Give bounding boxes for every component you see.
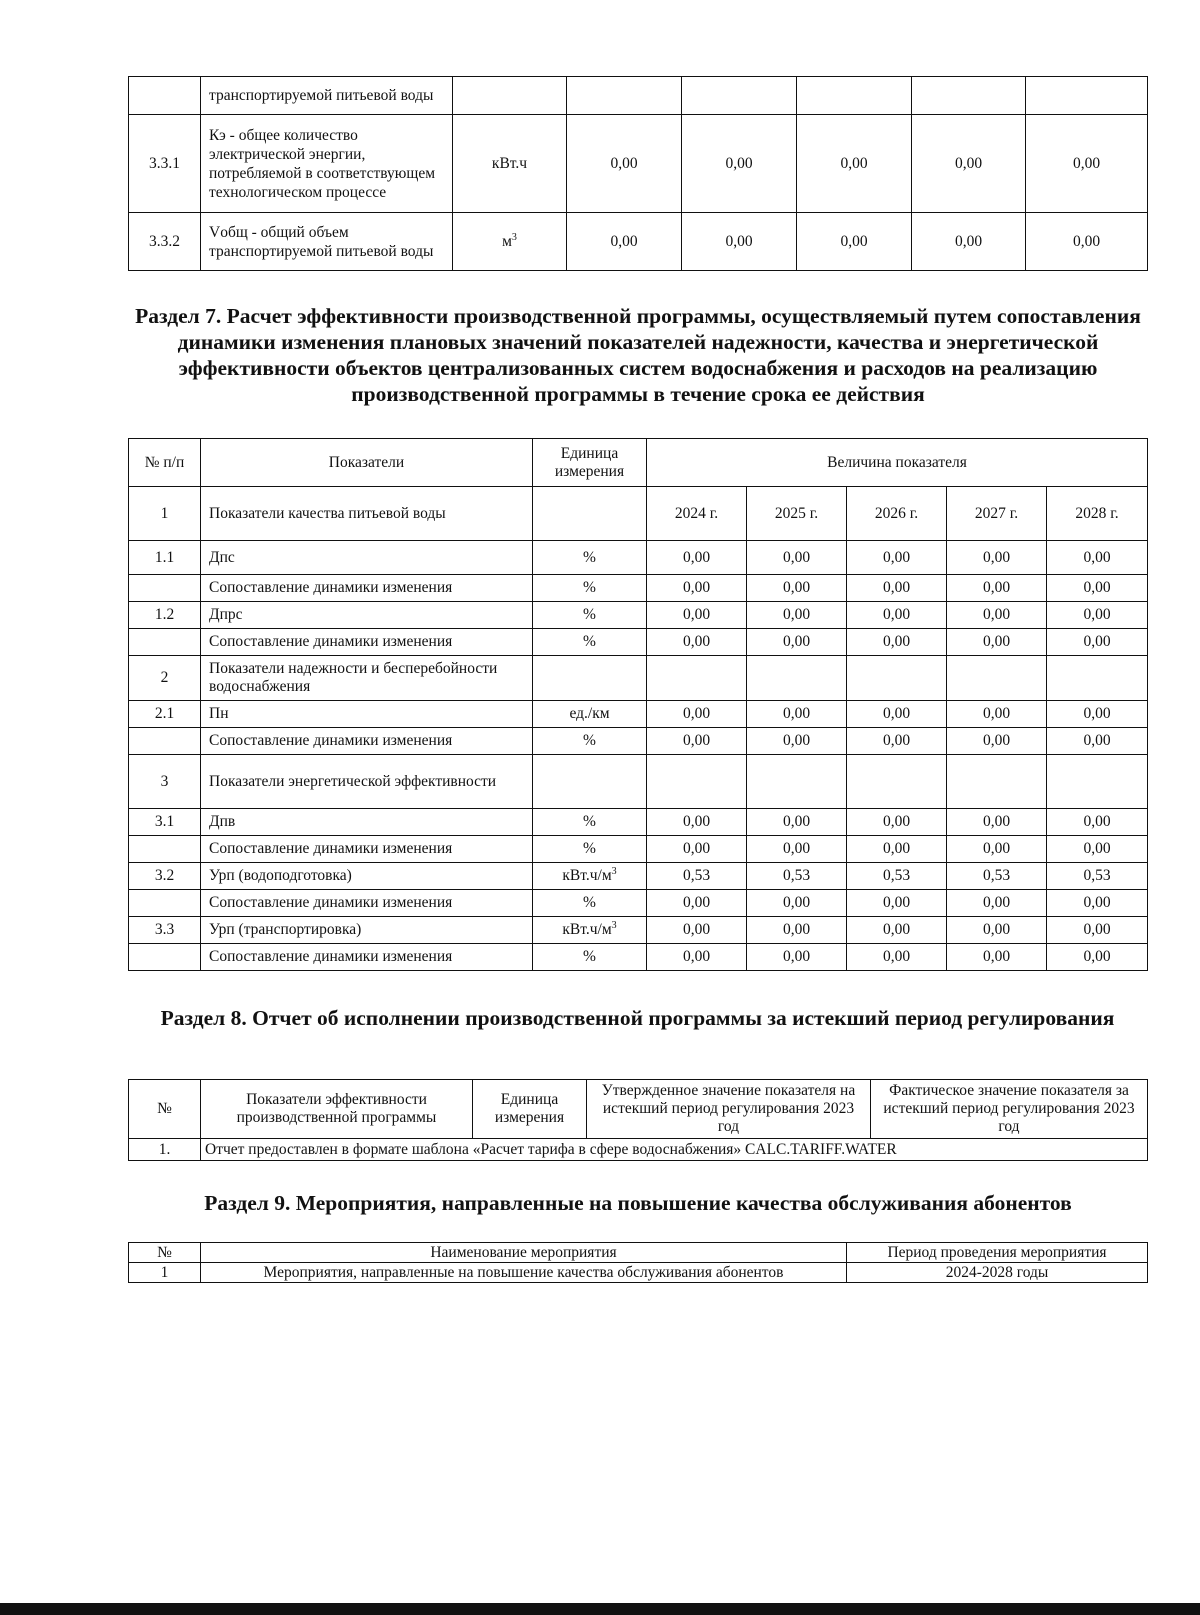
row-value: 0,00 <box>647 701 747 728</box>
row-name: Сопоставление динамики изменения <box>201 944 533 971</box>
table-row <box>129 656 1148 701</box>
row-value: 0,00 <box>1047 575 1148 602</box>
s8-header-num: № <box>129 1080 201 1139</box>
s8-header-unit: Единица измерения <box>473 1080 587 1139</box>
row-num <box>129 575 201 602</box>
row-value: 0,00 <box>1047 809 1148 836</box>
row-value: 0,00 <box>797 115 912 213</box>
row-value: 0,00 <box>847 917 947 944</box>
row-num <box>129 77 201 115</box>
row-value: 0,53 <box>747 863 847 890</box>
row-num: 2.1 <box>129 701 201 728</box>
row-value: 0,00 <box>847 701 947 728</box>
row-name: Показатели качества питьевой воды <box>201 487 533 541</box>
s8-header-name: Показатели эффективности производственной программы <box>201 1080 473 1139</box>
table-row <box>129 944 1148 971</box>
row-value: 0,00 <box>847 890 947 917</box>
row-num: 2 <box>129 656 201 701</box>
row-value: 0,00 <box>682 213 797 271</box>
row-value: 0,00 <box>1047 728 1148 755</box>
row-value: 0,00 <box>747 575 847 602</box>
row-name: Дпв <box>201 809 533 836</box>
row-value <box>567 77 682 115</box>
row-value: 0,00 <box>947 701 1047 728</box>
row-value <box>1047 656 1148 701</box>
row-name: Vобщ - общий объем транспортируемой питьевой воды <box>201 213 453 271</box>
row-value: 0,00 <box>747 629 847 656</box>
row-name: Сопоставление динамики изменения <box>201 836 533 863</box>
table-row <box>129 809 1148 836</box>
row-unit <box>533 575 647 602</box>
row-name: Дпрс <box>201 602 533 629</box>
table-row <box>129 890 1148 917</box>
section9-table <box>128 1242 1148 1283</box>
row-value: 0,00 <box>647 728 747 755</box>
year-header: 2027 г. <box>947 487 1047 541</box>
row-value: 0,53 <box>1047 863 1148 890</box>
row-value: 0,00 <box>567 115 682 213</box>
year-header: 2024 г. <box>647 487 747 541</box>
table-row <box>129 1139 1148 1161</box>
row-value: 0,00 <box>1047 917 1148 944</box>
row-value: 0,00 <box>947 541 1047 575</box>
row-num <box>129 728 201 755</box>
row-num: 3.2 <box>129 863 201 890</box>
table-row <box>129 629 1148 656</box>
row-value <box>947 755 1047 809</box>
s9-header-num: № <box>129 1243 201 1263</box>
row-value: 0,00 <box>747 809 847 836</box>
row-value: 0,53 <box>647 863 747 890</box>
row-value: 0,00 <box>947 629 1047 656</box>
section8-table <box>128 1079 1148 1161</box>
row-value: 0,00 <box>1047 890 1148 917</box>
section8-title: Раздел 8. Отчет об исполнении производственной программы за истекший период регулирования <box>160 1006 1115 1030</box>
row-num <box>129 890 201 917</box>
row-value: 0,00 <box>847 809 947 836</box>
s9-header-name: Наименование мероприятия <box>201 1243 847 1263</box>
unit-superscript: 3 <box>611 865 617 877</box>
s8-row-text: Отчет предоставлен в формате шаблона «Расчет тарифа в сфере водоснабжения» CALC.TARIFF.WATER <box>201 1139 1148 1161</box>
unit-text: % <box>583 606 596 623</box>
table-row <box>129 77 1148 115</box>
unit-text: кВт.ч/м <box>562 867 612 884</box>
row-value: 0,00 <box>682 115 797 213</box>
table-row <box>129 917 1148 944</box>
row-value: 0,53 <box>847 863 947 890</box>
s9-header-period: Период проведения мероприятия <box>847 1243 1148 1263</box>
s9-row-period: 2024-2028 годы <box>847 1263 1148 1283</box>
row-value: 0,00 <box>1047 602 1148 629</box>
row-num <box>129 836 201 863</box>
year-header: 2028 г. <box>1047 487 1148 541</box>
table-row <box>129 755 1148 809</box>
row-value <box>1026 77 1148 115</box>
row-value: 0,00 <box>747 917 847 944</box>
years-row <box>129 487 1148 541</box>
row-value: 0,00 <box>1026 115 1148 213</box>
row-value: 0,00 <box>1047 541 1148 575</box>
row-value: 0,00 <box>1047 836 1148 863</box>
row-value: 0,00 <box>947 836 1047 863</box>
row-value: 0,00 <box>647 602 747 629</box>
unit-text: % <box>583 633 596 650</box>
section9-header-row <box>129 1243 1148 1263</box>
row-num: 1.2 <box>129 602 201 629</box>
row-num: 3.3.1 <box>129 115 201 213</box>
row-value: 0,00 <box>1026 213 1148 271</box>
header-unit: Единица измерения <box>533 439 647 487</box>
row-value <box>1047 755 1148 809</box>
row-unit <box>533 602 647 629</box>
row-value: 0,00 <box>747 602 847 629</box>
row-value <box>947 656 1047 701</box>
row-name: Показатели надежности и бесперебойности водоснабжения <box>201 656 533 701</box>
year-header: 2025 г. <box>747 487 847 541</box>
row-name: Дпс <box>201 541 533 575</box>
s8-row-num: 1. <box>129 1139 201 1161</box>
unit-text: ед./км <box>569 705 610 722</box>
row-unit <box>453 115 567 213</box>
unit-superscript: 3 <box>611 919 617 931</box>
row-value <box>747 755 847 809</box>
unit-text: % <box>583 813 596 830</box>
row-value: 0,00 <box>1047 944 1148 971</box>
row-unit <box>533 917 647 944</box>
row-value: 0,00 <box>647 809 747 836</box>
row-unit <box>453 77 567 115</box>
unit-text: кВт.ч <box>491 155 528 172</box>
row-unit <box>453 213 567 271</box>
s8-header-approved: Утвержденное значение показателя на истекший период регулирования 2023 год <box>587 1080 871 1139</box>
row-name: Пн <box>201 701 533 728</box>
section8-header-row <box>129 1080 1148 1139</box>
row-value <box>647 656 747 701</box>
row-unit <box>533 701 647 728</box>
header-name: Показатели <box>201 439 533 487</box>
row-value: 0,00 <box>947 944 1047 971</box>
row-unit <box>533 487 647 541</box>
table-row <box>129 575 1148 602</box>
row-value: 0,00 <box>647 917 747 944</box>
row-unit <box>533 755 647 809</box>
row-value: 0,00 <box>797 213 912 271</box>
row-value: 0,00 <box>912 115 1026 213</box>
unit-text: % <box>583 579 596 596</box>
row-value: 0,00 <box>1047 629 1148 656</box>
section9-title: Раздел 9. Мероприятия, направленные на повышение качества обслуживания абонентов <box>204 1191 1072 1215</box>
row-name: Сопоставление динамики изменения <box>201 629 533 656</box>
row-value <box>682 77 797 115</box>
row-value: 0,00 <box>947 890 1047 917</box>
row-value: 0,00 <box>947 728 1047 755</box>
table-row <box>129 115 1148 213</box>
row-unit <box>533 863 647 890</box>
row-unit <box>533 728 647 755</box>
row-value: 0,00 <box>747 541 847 575</box>
unit-text: % <box>583 548 596 566</box>
row-num: 1 <box>129 487 201 541</box>
row-value: 0,00 <box>947 809 1047 836</box>
row-value: 0,00 <box>647 890 747 917</box>
row-unit <box>533 836 647 863</box>
table-row <box>129 836 1148 863</box>
row-value: 0,00 <box>847 836 947 863</box>
row-num <box>129 944 201 971</box>
table-row <box>129 213 1148 271</box>
row-value: 0,00 <box>847 728 947 755</box>
s9-row-num: 1 <box>129 1263 201 1283</box>
row-value: 0,00 <box>947 602 1047 629</box>
row-value: 0,00 <box>847 629 947 656</box>
unit-text: м <box>502 233 512 250</box>
row-value <box>797 77 912 115</box>
row-value: 0,00 <box>847 944 947 971</box>
row-num: 3 <box>129 755 201 809</box>
row-name: Сопоставление динамики изменения <box>201 728 533 755</box>
row-value: 0,00 <box>912 213 1026 271</box>
table-row <box>129 541 1148 575</box>
unit-superscript: 3 <box>511 231 517 243</box>
table-row <box>129 728 1148 755</box>
row-value: 0,00 <box>747 944 847 971</box>
row-value: 0,00 <box>847 541 947 575</box>
row-value: 0,00 <box>747 728 847 755</box>
row-value: 0,00 <box>847 602 947 629</box>
table-row <box>129 701 1148 728</box>
row-value: 0,00 <box>647 541 747 575</box>
row-name: транспортируемой питьевой воды <box>201 77 453 115</box>
table-row <box>129 863 1148 890</box>
row-unit <box>533 890 647 917</box>
header-value: Величина показателя <box>647 439 1148 487</box>
row-value: 0,00 <box>647 629 747 656</box>
year-header: 2026 г. <box>847 487 947 541</box>
row-value: 0,00 <box>747 890 847 917</box>
row-value: 0,00 <box>947 917 1047 944</box>
unit-text: кВт.ч/м <box>562 921 612 938</box>
row-name: Сопоставление динамики изменения <box>201 890 533 917</box>
row-name: Показатели энергетической эффективности <box>201 755 533 809</box>
row-num: 3.3 <box>129 917 201 944</box>
row-num: 1.1 <box>129 541 201 575</box>
row-value: 0,00 <box>567 213 682 271</box>
unit-text: % <box>583 948 596 965</box>
row-value: 0,00 <box>647 944 747 971</box>
row-name: Сопоставление динамики изменения <box>201 575 533 602</box>
row-unit <box>533 944 647 971</box>
row-num <box>129 629 201 656</box>
row-value: 0,00 <box>947 575 1047 602</box>
unit-text: % <box>583 840 596 857</box>
row-value <box>847 656 947 701</box>
row-name: Урп (транспортировка) <box>201 917 533 944</box>
top-continuation-table <box>128 76 1148 271</box>
row-value: 0,00 <box>647 836 747 863</box>
s8-header-actual: Фактическое значение показателя за истекший период регулирования 2023 год <box>871 1080 1148 1139</box>
row-value: 0,00 <box>847 575 947 602</box>
row-name: Урп (водоподготовка) <box>201 863 533 890</box>
row-unit <box>533 656 647 701</box>
table-row <box>129 1263 1148 1283</box>
row-value: 0,00 <box>747 701 847 728</box>
section7-header-row <box>129 439 1148 487</box>
row-name: Кэ - общее количество электрической энергии, потребляемой в соответствующем технологическом процессе <box>201 115 453 213</box>
row-value: 0,00 <box>1047 701 1148 728</box>
scan-bottom-edge <box>0 1603 1200 1615</box>
row-unit <box>533 809 647 836</box>
row-value <box>747 656 847 701</box>
section7-table <box>128 438 1148 971</box>
row-value: 0,00 <box>647 575 747 602</box>
unit-text: % <box>583 894 596 911</box>
row-value <box>912 77 1026 115</box>
s9-row-name: Мероприятия, направленные на повышение качества обслуживания абонентов <box>201 1263 847 1283</box>
row-value: 0,00 <box>747 836 847 863</box>
table-row <box>129 602 1148 629</box>
row-unit <box>533 541 647 575</box>
unit-text: % <box>583 732 596 749</box>
row-unit <box>533 629 647 656</box>
row-value <box>847 755 947 809</box>
row-num: 3.3.2 <box>129 213 201 271</box>
row-num: 3.1 <box>129 809 201 836</box>
header-num: № п/п <box>129 439 201 487</box>
row-value: 0,53 <box>947 863 1047 890</box>
row-value <box>647 755 747 809</box>
section7-title: Раздел 7. Расчет эффективности производственной программы, осуществляемый путем сопоставления динамики изменения плановых значений показателей надежности, качества и энергетической эффективности объектов централизованных систем водоснабжения и расходов на реализацию производственной программы в течение срока ее действия <box>135 304 1141 406</box>
